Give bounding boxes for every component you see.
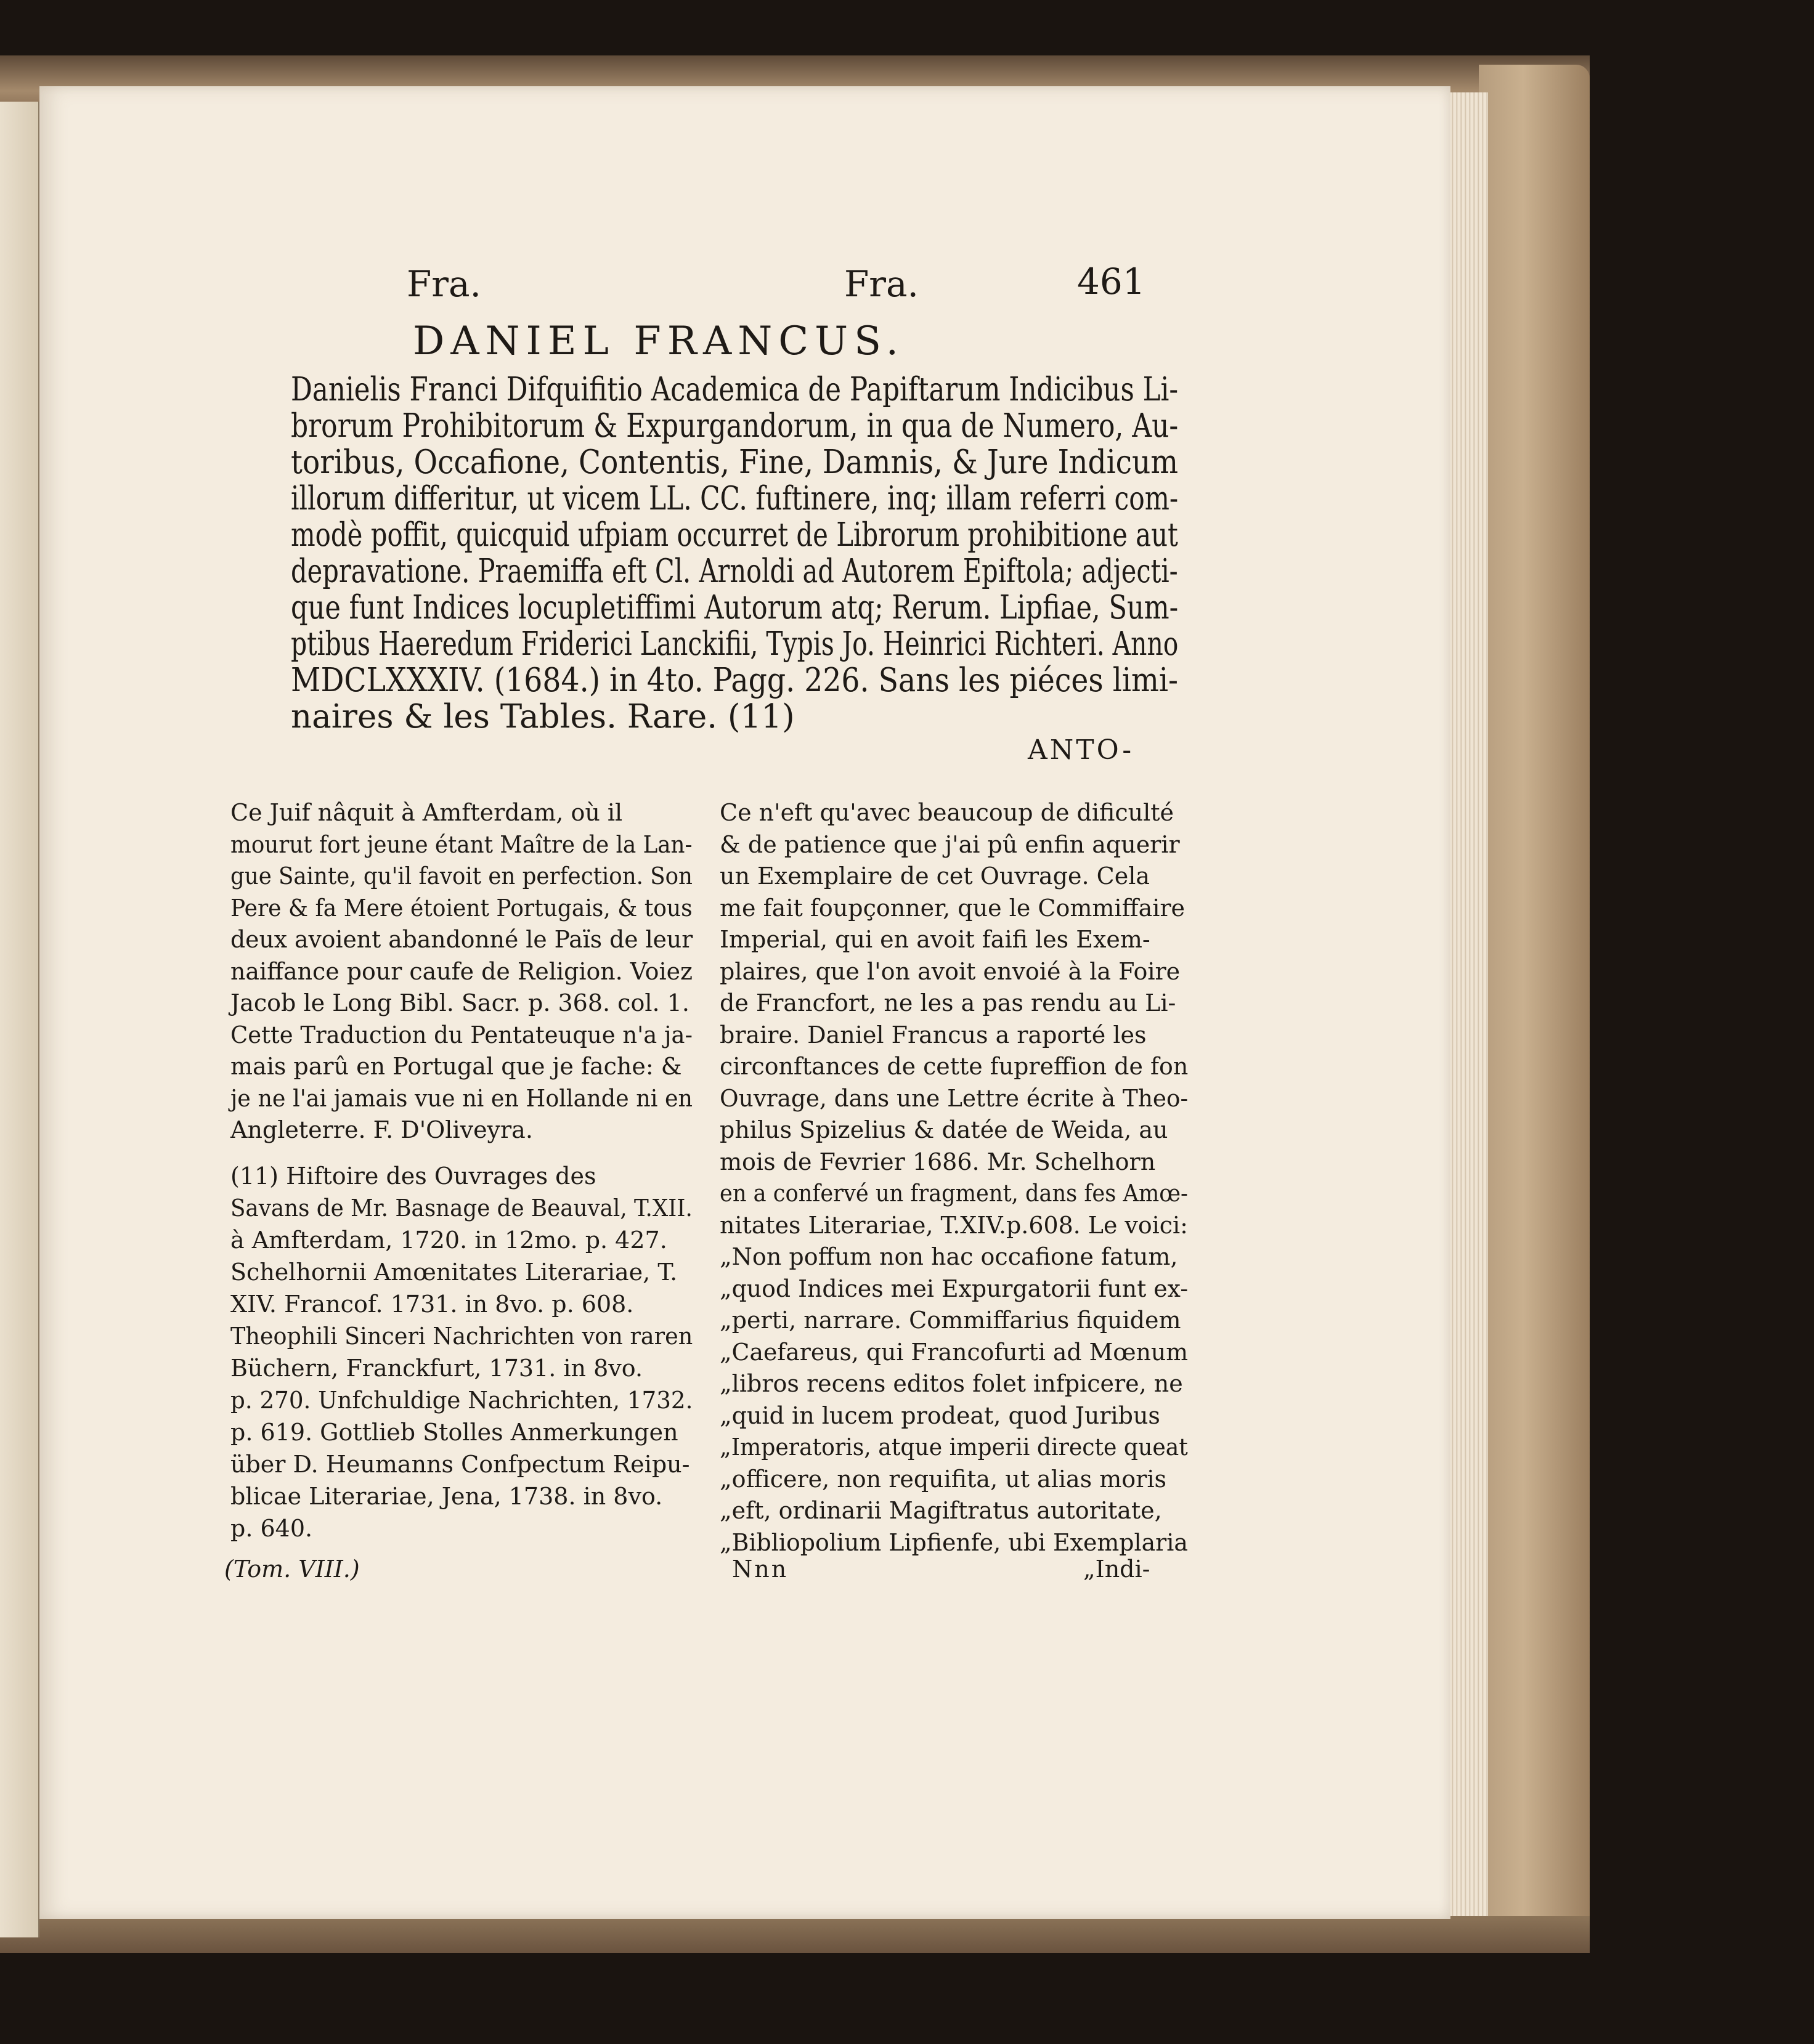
title-lines-line: modè poffit, quicquid ufpiam occurret de Librorum prohibitione aut <box>291 516 1178 554</box>
signature-mark: Nnn <box>732 1555 789 1583</box>
left-note-lines-line: gue Sainte, qu'il favoit en perfection. Son <box>230 862 693 890</box>
right-note-lines-line: „perti, narrare. Commiffarius fiquidem <box>720 1307 1181 1334</box>
running-head-center: Fra. <box>844 263 919 305</box>
right-note-lines-line: „Imperatoris, atque imperii directe queat <box>720 1434 1188 1461</box>
left-footnote-lines-line: Savans de Mr. Basnage de Beauval, T.XII. <box>230 1194 693 1222</box>
volume-mark: (Tom. VIII.) <box>224 1555 360 1583</box>
left-page-edge <box>0 102 39 1937</box>
left-footnote-lines-line: p. 270. Unfchuldige Nachrichten, 1732. <box>230 1387 693 1414</box>
title-lines-line: illorum differitur, ut vicem LL. CC. fuftinere, inq; illam referri com- <box>291 480 1179 517</box>
right-note-lines-line: Ouvrage, dans une Lettre écrite à Theo- <box>720 1084 1189 1112</box>
left-note-lines-line: Jacob le Long Bibl. Sacr. p. 368. col. 1. <box>230 989 689 1016</box>
right-note-lines-line: me fait foupçonner, que le Commiffaire <box>720 894 1186 922</box>
right-note-lines-line: „Non poffum non hac occafione fatum, <box>720 1243 1178 1270</box>
right-note-lines-line: „Caefareus, qui Francofurti ad Mœnum <box>720 1338 1188 1366</box>
right-note-lines-line: un Exemplaire de cet Ouvrage. Cela <box>720 862 1150 890</box>
left-footnote-lines-line: (11) Hiftoire des Ouvrages des <box>230 1162 596 1190</box>
right-note-lines-line: „Bibliopolium Lipfienfe, ubi Exemplaria <box>720 1528 1188 1556</box>
right-note-lines-line: „libros recens editos folet infpicere, ne <box>720 1370 1183 1397</box>
title-lines-line: brorum Prohibitorum & Expurgandorum, in qua de Numero, Au- <box>291 407 1179 445</box>
right-note-lines-line: philus Spizelius & datée de Weida, au <box>720 1116 1168 1143</box>
catchword-bottom: „Indi- <box>1083 1555 1150 1583</box>
title-lines-line: toribus, Occafione, Contentis, Fine, Damnis, & Jure Indicum <box>291 444 1179 481</box>
right-note-lines-line: plaires, que l'on avoit envoié à la Foire <box>720 957 1181 985</box>
page-number: 461 <box>1077 261 1145 302</box>
right-note-lines-line: nitates Literariae, T.XIV.p.608. Le voici: <box>720 1211 1188 1239</box>
left-note-lines-line: je ne l'ai jamais vue ni en Hollande ni en <box>230 1084 693 1112</box>
left-note-lines-line: naiffance pour caufe de Religion. Voiez <box>230 957 693 985</box>
left-note-lines-line: mourut fort jeune étant Maître de la Lan- <box>230 830 693 858</box>
right-note-lines-line: de Francfort, ne les a pas rendu au Li- <box>720 989 1176 1016</box>
title-lines-line: MDCLXXXIV. (1684.) in 4to. Pagg. 226. Sans les piéces limi- <box>291 662 1178 699</box>
left-note-lines-line: Pere & fa Mere étoient Portugais, & tous <box>230 894 693 922</box>
catchword-anto: ANTO- <box>1028 734 1134 766</box>
page-stack-edge <box>1445 92 1488 1916</box>
left-footnote-lines-line: XIV. Francof. 1731. in 8vo. p. 608. <box>230 1291 634 1318</box>
title-lines-line: ptibus Haeredum Friderici Lanckifii, Typis Jo. Heinrici Richteri. Anno <box>291 625 1179 663</box>
left-note-lines-line: Ce Juif nâquit à Amfterdam, où il <box>230 799 623 826</box>
binding-right-edge <box>1479 65 1590 1950</box>
left-footnote-lines-line: à Amfterdam, 1720. in 12mo. p. 427. <box>230 1227 667 1254</box>
right-note-lines-line: en a confervé un fragment, dans fes Amœ- <box>720 1180 1188 1207</box>
right-note-lines-line: braire. Daniel Francus a raporté les <box>720 1021 1147 1048</box>
right-note-lines-line: „quid in lucem prodeat, quod Juribus <box>720 1401 1160 1429</box>
right-note-lines-line: & de patience que j'ai pû enfin aquerir <box>720 830 1180 858</box>
right-note-lines-line: „officere, non requifita, ut alias moris <box>720 1465 1166 1493</box>
right-note-lines-line: mois de Fevrier 1686. Mr. Schelhorn <box>720 1148 1156 1175</box>
left-note-lines-line: Cette Traduction du Pentateuque n'a ja- <box>230 1021 693 1048</box>
title-lines-line: que funt Indices locupletiffimi Autorum atq; Rerum. Lipfiae, Sum- <box>291 589 1179 627</box>
left-note-lines-line: deux avoient abandonné le Païs de leur <box>230 926 693 953</box>
left-footnote-lines-line: Schelhornii Amœnitates Literariae, T. <box>230 1259 678 1286</box>
left-footnote-lines-line: Büchern, Franckfurt, 1731. in 8vo. <box>230 1355 643 1382</box>
left-note-lines-line: mais parû en Portugal que je fache: & <box>230 1053 682 1080</box>
book-page <box>39 86 1450 1919</box>
title-lines-line: depravatione. Praemiffa eft Cl. Arnoldi ad Autorem Epiftola; adjecti- <box>291 553 1178 590</box>
left-note-lines-line: Angleterre. F. D'Oliveyra. <box>230 1116 533 1143</box>
right-note-lines-line: „eft, ordinarii Magiftratus autoritate, <box>720 1497 1162 1524</box>
left-footnote-lines-line: blicae Literariae, Jena, 1738. in 8vo. <box>230 1483 663 1510</box>
entry-heading: DANIEL FRANCUS. <box>413 318 905 364</box>
left-footnote-lines-line: p. 640. <box>230 1515 313 1542</box>
binding-bottom-edge <box>0 1916 1590 1953</box>
running-head-left: Fra. <box>407 263 481 305</box>
left-footnote-lines-line: über D. Heumanns Confpectum Reipu- <box>230 1451 690 1478</box>
title-lines-line: Danielis Franci Difquifitio Academica de Papiftarum Indicibus Li- <box>291 371 1179 408</box>
title-lines-line: naires & les Tables. Rare. (11) <box>291 698 795 736</box>
right-note-lines-line: Ce n'eft qu'avec beaucoup de dificulté <box>720 799 1174 826</box>
right-note-lines-line: „quod Indices mei Expurgatorii funt ex- <box>720 1275 1189 1302</box>
right-note-lines-line: Imperial, qui en avoit faifi les Exem- <box>720 926 1150 953</box>
right-note-lines-line: circonftances de cette fupreffion de fon <box>720 1053 1189 1080</box>
left-footnote-lines-line: Theophili Sinceri Nachrichten von raren <box>230 1323 693 1350</box>
left-footnote-lines-line: p. 619. Gottlieb Stolles Anmerkungen <box>230 1419 678 1446</box>
